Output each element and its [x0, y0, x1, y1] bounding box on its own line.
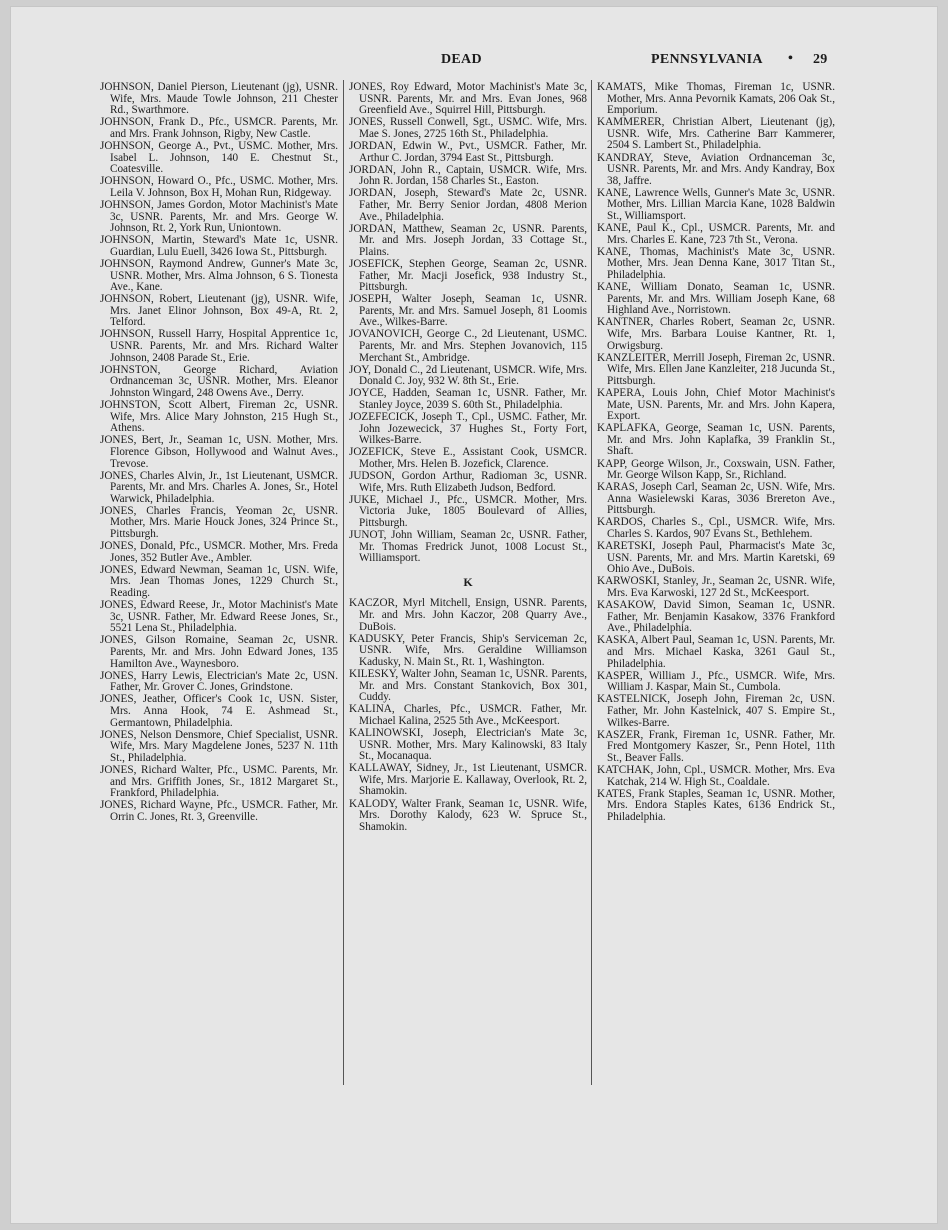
- list-item: JONES, Harry Lewis, Electrician's Mate 2c, USN. Father, Mr. Grover C. Jones, Grindstone.: [100, 669, 338, 694]
- list-item: KARDOS, Charles S., Cpl., USMCR. Wife, Mrs. Charles S. Kardos, 907 Evans St., Bethlehem.: [597, 516, 835, 541]
- list-item: JOZEFICK, Steve E., Assistant Cook, USMCR. Mother, Mrs. Helen B. Jozefick, Clarence.: [349, 446, 587, 470]
- list-item: KANZLEITER, Merrill Joseph, Fireman 2c, USNR. Wife, Mrs. Ellen Jane Kanzleiter, 218 Jucunda St., Pittsburgh.: [597, 351, 835, 387]
- list-item: KADUSKY, Peter Francis, Ship's Serviceman 2c, USNR. Wife, Mrs. Geraldine Williamson Kadusky, N. Main St., Rt. 1, Washington.: [349, 632, 587, 668]
- column-1: [100, 82, 338, 824]
- header-state: PENNSYLVANIA: [651, 52, 763, 67]
- list-item: KANE, Thomas, Machinist's Mate 3c, USNR. Mother, Mrs. Jean Denna Kane, 3017 Titan St., Philadelphia.: [597, 245, 835, 281]
- list-item: JOVANOVICH, George C., 2d Lieutenant, USMC. Parents, Mr. and Mrs. Stephen Jovanovich, 115 Merchant St., Ambridge.: [349, 328, 587, 364]
- page-header: [0, 52, 948, 72]
- list-item: JOZEFECICK, Joseph T., Cpl., USMC. Father, Mr. John Jozewecick, 37 Hughes St., Forty Fort, Wilkes-Barre.: [349, 411, 587, 447]
- list-item: KAMATS, Mike Thomas, Fireman 1c, USNR. Mother, Mrs. Anna Pevornik Kamats, 206 Oak St., Emporium.: [597, 81, 835, 117]
- list-item: JOHNSON, Daniel Pierson, Lieutenant (jg), USNR. Wife, Mrs. Maude Towle Johnson, 211 Chester Rd., Swarthmore.: [100, 81, 338, 117]
- list-item: JONES, Russell Conwell, Sgt., USMC. Wife, Mrs. Mae S. Jones, 2725 16th St., Philadelphia.: [349, 116, 587, 140]
- list-item: KASTELNICK, Joseph John, Fireman 2c, USN. Father, Mr. John Kastelnick, 407 S. Empire St., Wilkes-Barre.: [597, 693, 835, 729]
- list-item: KANE, Paul K., Cpl., USMCR. Parents, Mr. and Mrs. Charles E. Kane, 723 7th St., Verona.: [597, 222, 835, 246]
- list-item: JOHNSON, Russell Harry, Hospital Apprentice 1c, USNR. Parents, Mr. and Mrs. Richard Walter Johnson, 2408 Parade St., Erie.: [100, 328, 338, 364]
- list-item: JONES, Richard Walter, Pfc., USMC. Parents, Mr. and Mrs. Griffith Jones, Sr., 1812 Margaret St., Frankford, Philadelphia.: [100, 763, 338, 800]
- list-item: JONES, Richard Wayne, Pfc., USMCR. Father, Mr. Orrin C. Jones, Rt. 3, Greenville.: [100, 799, 338, 823]
- list-item: KALINOWSKI, Joseph, Electrician's Mate 3c, USNR. Mother, Mrs. Mary Kalinowski, 83 Italy St., Mocanaqua.: [349, 726, 587, 763]
- column-divider-2: [591, 80, 592, 1085]
- list-item: KAPLAFKA, George, Seaman 1c, USN. Parents, Mr. and Mrs. John Kaplafka, 39 Franklin St., Shaft.: [597, 422, 835, 458]
- list-item: JOYCE, Hadden, Seaman 1c, USNR. Father, Mr. Stanley Joyce, 2039 S. 60th St., Philadelphia.: [349, 387, 587, 412]
- list-item: JORDAN, Edwin W., Pvt., USMCR. Father, Mr. Arthur C. Jordan, 3794 East St., Pittsburgh.: [349, 139, 587, 164]
- list-item: KARAS, Joseph Carl, Seaman 2c, USN. Wife, Mrs. Anna Wasielewski Karas, 3036 Brereton Ave., Pittsburgh.: [597, 481, 835, 517]
- list-item: JONES, Charles Alvin, Jr., 1st Lieutenant, USMCR. Parents, Mr. and Mrs. Charles A. Jones, Sr., Hotel Warwick, Philadelphia.: [100, 469, 338, 505]
- list-item: JOHNSTON, Scott Albert, Fireman 2c, USNR. Wife, Mrs. Alice Mary Johnston, 215 Hugh St., Athens.: [100, 399, 338, 435]
- list-item: JOSEPH, Walter Joseph, Seaman 1c, USNR. Parents, Mr. and Mrs. Samuel Joseph, 81 Loomis Ave., Wilkes-Barre.: [349, 293, 587, 329]
- header-bullet: •: [788, 51, 794, 66]
- list-item: KASAKOW, David Simon, Seaman 1c, USNR. Father, Mr. Benjamin Kasakow, 3376 Frankford Ave., Philadelphia.: [597, 599, 835, 635]
- list-item: JORDAN, Matthew, Seaman 2c, USNR. Parents, Mr. and Mrs. Joseph Jordan, 33 Cottage St., Plains.: [349, 222, 587, 258]
- list-item: JONES, Edward Newman, Seaman 1c, USN. Wife, Mrs. Jean Thomas Jones, 1229 Church St., Reading.: [100, 563, 338, 600]
- list-item: JONES, Roy Edward, Motor Machinist's Mate 3c, USNR. Parents, Mr. and Mrs. Evan Jones, 968 Greenfield Ave., Squirrel Hill, Pittsburgh.: [349, 81, 587, 117]
- column-3: [597, 82, 835, 824]
- list-item: JONES, Gilson Romaine, Seaman 2c, USNR. Parents, Mr. and Mrs. John Edward Jones, 135 Hamilton Ave., Waynesboro.: [100, 634, 338, 670]
- list-item: KACZOR, Myrl Mitchell, Ensign, USNR. Parents, Mr. and Mrs. John Kaczor, 208 Quarry Ave., DuBois.: [349, 597, 587, 633]
- list-item: JOHNSON, Frank D., Pfc., USMCR. Parents, Mr. and Mrs. Frank Johnson, Rigby, New Castle.: [100, 116, 338, 140]
- list-item: JUNOT, John William, Seaman 2c, USNR. Father, Mr. Thomas Fredrick Junot, 1008 Locust St., Williamsport.: [349, 529, 587, 565]
- list-item: JOY, Donald C., 2d Lieutenant, USMCR. Wife, Mrs. Donald C. Joy, 932 W. 8th St., Erie.: [349, 363, 587, 388]
- list-item: KALODY, Walter Frank, Seaman 1c, USNR. Wife, Mrs. Dorothy Kalody, 623 W. Spruce St., Shamokin.: [349, 797, 587, 833]
- list-item: KAMMERER, Christian Albert, Lieutenant (jg), USNR. Wife, Mrs. Catherine Barr Kammerer, 2504 S. Lambert St., Philadelphia.: [597, 116, 835, 152]
- list-item: JUKE, Michael J., Pfc., USMCR. Mother, Mrs. Victoria Juke, 1805 Boulevard of Allies, Pittsburgh.: [349, 493, 587, 529]
- list-item: JOHNSON, James Gordon, Motor Machinist's Mate 3c, USNR. Parents, Mr. and Mrs. George W. Johnson, Rt. 2, York Run, Uniontown.: [100, 198, 338, 235]
- list-item: KARETSKI, Joseph Paul, Pharmacist's Mate 3c, USN. Parents, Mr. and Mrs. Martin Karetski, 69 Ohio Ave., DuBois.: [597, 540, 835, 576]
- list-item: KANE, William Donato, Seaman 1c, USNR. Parents, Mr. and Mrs. William Joseph Kane, 68 Highland Ave., Norristown.: [597, 281, 835, 317]
- list-item: KANE, Lawrence Wells, Gunner's Mate 3c, USNR. Mother, Mrs. Lillian Marcia Kane, 1028 Baldwin St., Williamsport.: [597, 186, 835, 223]
- list-item: KASZER, Frank, Fireman 1c, USNR. Father, Mr. Fred Montgomery Kaszer, Sr., Penn Hotel, 11th St., Beaver Falls.: [597, 728, 835, 764]
- list-item: KASKA, Albert Paul, Seaman 1c, USN. Parents, Mr. and Mrs. Michael Kaska, 3261 Gaul St., Philadelphia.: [597, 634, 835, 670]
- list-item: JOHNSON, George A., Pvt., USMC. Mother, Mrs. Isabel L. Johnson, 140 E. Chestnut St., Coatesville.: [100, 139, 338, 176]
- list-item: KALLAWAY, Sidney, Jr., 1st Lieutenant, USMCR. Wife, Mrs. Marjorie E. Kallaway, Overlook, Rt. 2, Shamokin.: [349, 762, 587, 798]
- list-item: KATCHAK, John, Cpl., USMCR. Mother, Mrs. Eva Katchak, 214 W. High St., Coaldale.: [597, 763, 835, 788]
- list-item: JUDSON, Gordon Arthur, Radioman 3c, USNR. Wife, Mrs. Ruth Elizabeth Judson, Bedford.: [349, 470, 587, 494]
- list-item: JOHNSON, Martin, Steward's Mate 1c, USNR. Guardian, Lulu Euell, 3426 Iowa St., Pittsburgh.: [100, 234, 338, 258]
- list-item: JONES, Donald, Pfc., USMCR. Mother, Mrs. Freda Jones, 352 Butler Ave., Ambler.: [100, 540, 338, 564]
- list-item: KANDRAY, Steve, Aviation Ordnanceman 3c, USNR. Parents, Mr. and Mrs. Andy Kandray, Box 38, Jaffre.: [597, 151, 835, 187]
- list-item: JOHNSTON, George Richard, Aviation Ordnanceman 3c, USNR. Mother, Mrs. Eleanor Johnston Wingard, 248 Owens Ave., Derry.: [100, 363, 338, 399]
- list-item: KALINA, Charles, Pfc., USMCR. Father, Mr. Michael Kalina, 2525 5th Ave., McKeesport.: [349, 703, 587, 727]
- list-item: JONES, Charles Francis, Yeoman 2c, USNR. Mother, Mrs. Marie Houck Jones, 324 Prince St., Pittsburgh.: [100, 504, 338, 541]
- list-item: JOSEFICK, Stephen George, Seaman 2c, USNR. Father, Mr. Macji Josefick, 938 Industry St., Pittsburgh.: [349, 257, 587, 294]
- page-number: 29: [813, 52, 828, 67]
- list-item: JONES, Edward Reese, Jr., Motor Machinist's Mate 3c, USNR. Father, Mr. Edward Reese Jones, Sr., 5521 Lena St., Philadelphia.: [100, 599, 338, 635]
- list-item: JOHNSON, Raymond Andrew, Gunner's Mate 3c, USNR. Mother, Mrs. Alma Johnson, 6 S. Tionesta Ave., Kane.: [100, 257, 338, 294]
- list-item: JONES, Nelson Densmore, Chief Specialist, USNR. Wife, Mrs. Mary Magdelene Jones, 5237 N. 11th St., Philadelphia.: [100, 728, 338, 764]
- list-item: KANTNER, Charles Robert, Seaman 2c, USNR. Wife, Mrs. Barbara Louise Kantner, Rt. 1, Orwigsburg.: [597, 316, 835, 352]
- list-item: KILESKY, Walter John, Seaman 1c, USNR. Parents, Mr. and Mrs. Constant Stankovich, Box 301, Cuddy.: [349, 668, 587, 704]
- list-item: KARWOSKI, Stanley, Jr., Seaman 2c, USNR. Wife, Mrs. Eva Karwoski, 127 2d St., McKeesport.: [597, 575, 835, 600]
- list-item: JORDAN, Joseph, Steward's Mate 2c, USNR. Father, Mr. Berry Senior Jordan, 4808 Merion Ave., Philadelphia.: [349, 187, 587, 223]
- header-dead: DEAD: [441, 52, 482, 67]
- list-item: JOHNSON, Howard O., Pfc., USMC. Mother, Mrs. Leila V. Johnson, Box H, Mohan Run, Ridgeway.: [100, 175, 338, 199]
- list-item: KAPP, George Wilson, Jr., Coxswain, USN. Father, Mr. George Wilson Kapp, Sr., Richland.: [597, 457, 835, 482]
- list-item: JOHNSON, Robert, Lieutenant (jg), USNR. Wife, Mrs. Janet Elinor Johnson, Box 49-A, Rt. 2, Telford.: [100, 293, 338, 329]
- list-item: JORDAN, John R., Captain, USMCR. Wife, Mrs. John R. Jordan, 158 Charles St., Easton.: [349, 163, 587, 188]
- section-letter-k: K: [463, 574, 473, 589]
- column-2: [349, 82, 587, 834]
- list-item: KATES, Frank Staples, Seaman 1c, USNR. Mother, Mrs. Endora Staples Kates, 6136 Endrick St., Philadelphia.: [597, 787, 835, 823]
- list-item: KAPERA, Louis John, Chief Motor Machinist's Mate, USN. Parents, Mr. and Mrs. John Kapera, Export.: [597, 386, 835, 423]
- column-divider-1: [343, 80, 344, 1085]
- list-item: KASPER, William J., Pfc., USMCR. Wife, Mrs. William J. Kaspar, Main St., Cumbola.: [597, 669, 835, 694]
- list-item: JONES, Bert, Jr., Seaman 1c, USN. Mother, Mrs. Florence Gibson, Hollywood and Walnut Aves., Trevose.: [100, 434, 338, 470]
- list-item: JONES, Jeather, Officer's Cook 1c, USN. Sister, Mrs. Anna Hook, 74 E. Ashmead St., Germantown, Philadelphia.: [100, 693, 338, 729]
